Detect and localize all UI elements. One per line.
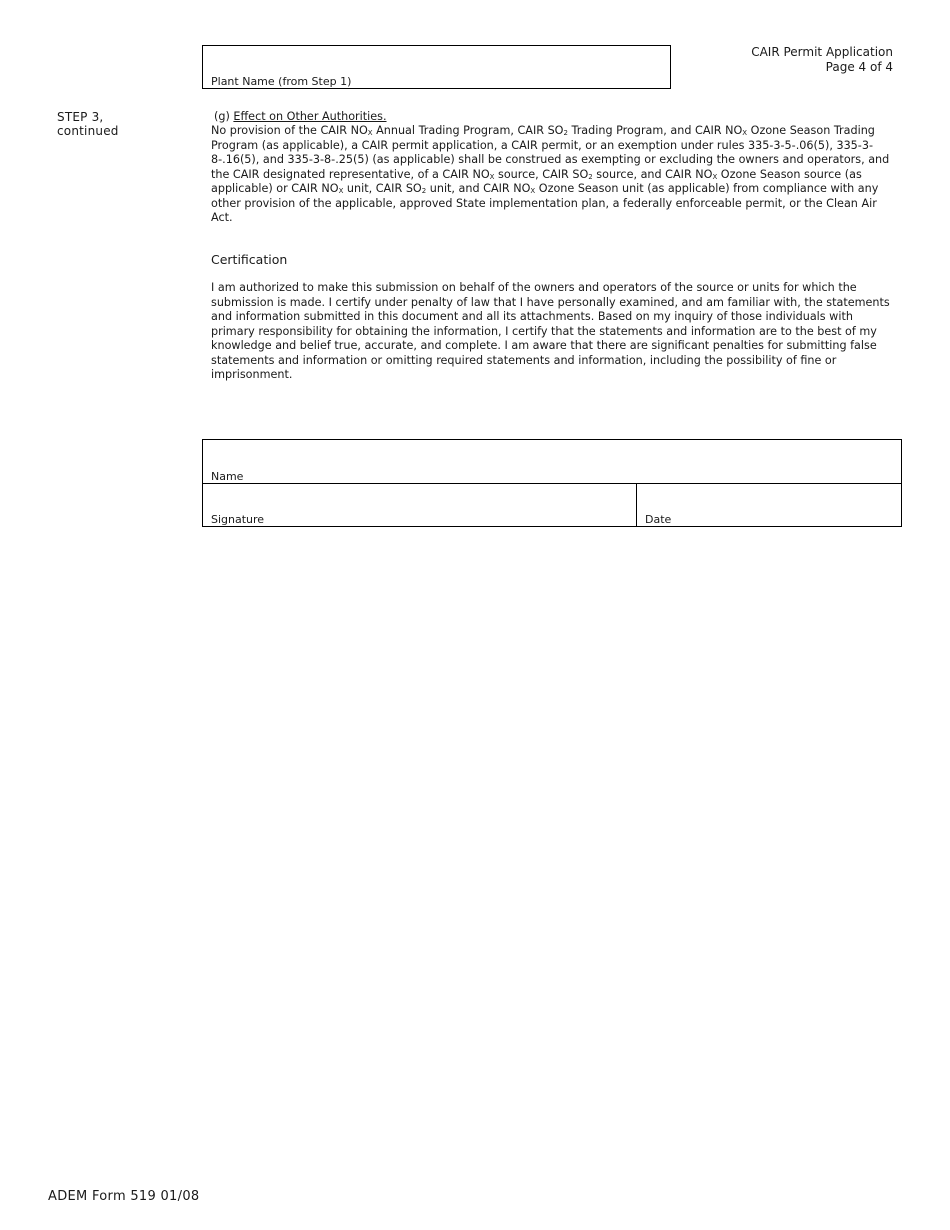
step-label: [57, 110, 119, 138]
form-title: CAIR Permit Application: [751, 45, 893, 59]
signature-row: [203, 484, 901, 526]
step-label-line1: STEP 3,: [57, 110, 104, 124]
name-field[interactable]: [203, 440, 901, 484]
effect-paragraph: No provision of the CAIR $NO_X$ Annual Trading Program, CAIR $SO_2$ Trading Program, and CAIR $NO_X$ Ozone Season Trading Program (as applicable), a CAIR permit application, a CAIR permit, or an exemption under rules 335-3-5-.06(5), 335-3-8-.16(5), and 335-3-8-.25(5) (as applicable) shall be construed as exempting or excluding the owners and operators, and the CAIR designated representative, of a CAIR $NO_X$ source, CAIR $SO_2$ source, and CAIR $NO_X$ Ozone Season source (as applicable) or CAIR $NO_X$ unit, CAIR $SO_2$ unit, and CAIR $NO_X$ Ozone Season unit (as applicable) from compliance with any other provision of the applicable, approved State implementation plan, a federally enforceable permit, or the Clean Air Act.: [211, 124, 890, 224]
signature-field[interactable]: [203, 484, 637, 526]
step-label-line2: continued: [57, 124, 119, 138]
page-header: [751, 45, 893, 75]
certification-text: I am authorized to make this submission on behalf of the owners and operators of the source or units for which the submission is made. I certify under penalty of law that I have personally examined, and am familiar with, the statements and information submitted in this document and all its attachments. Based on my inquiry of those individuals with primary responsibility for obtaining the information, I certify that the statements and information are to the best of my knowledge and belief true, accurate, and complete. I am aware that there are significant penalties for submitting false statements and information or omitting required statements and information, including the possibility of fine or imprisonment.: [211, 281, 890, 381]
signature-label: Signature: [211, 513, 265, 526]
effect-heading: [214, 110, 387, 124]
section-heading: Effect on Other Authorities.: [233, 110, 387, 123]
certification-title: Certification: [211, 252, 288, 267]
name-label: Name: [211, 470, 244, 483]
signature-table: [202, 439, 902, 527]
date-field[interactable]: [637, 484, 901, 526]
page-number: Page 4 of 4: [825, 60, 893, 74]
section-marker: (g): [214, 110, 230, 123]
plant-name-label: Plant Name (from Step 1): [211, 75, 352, 88]
form-footer: ADEM Form 519 01/08: [48, 1189, 200, 1204]
plant-name-field[interactable]: [202, 45, 671, 89]
date-label: Date: [645, 513, 672, 526]
